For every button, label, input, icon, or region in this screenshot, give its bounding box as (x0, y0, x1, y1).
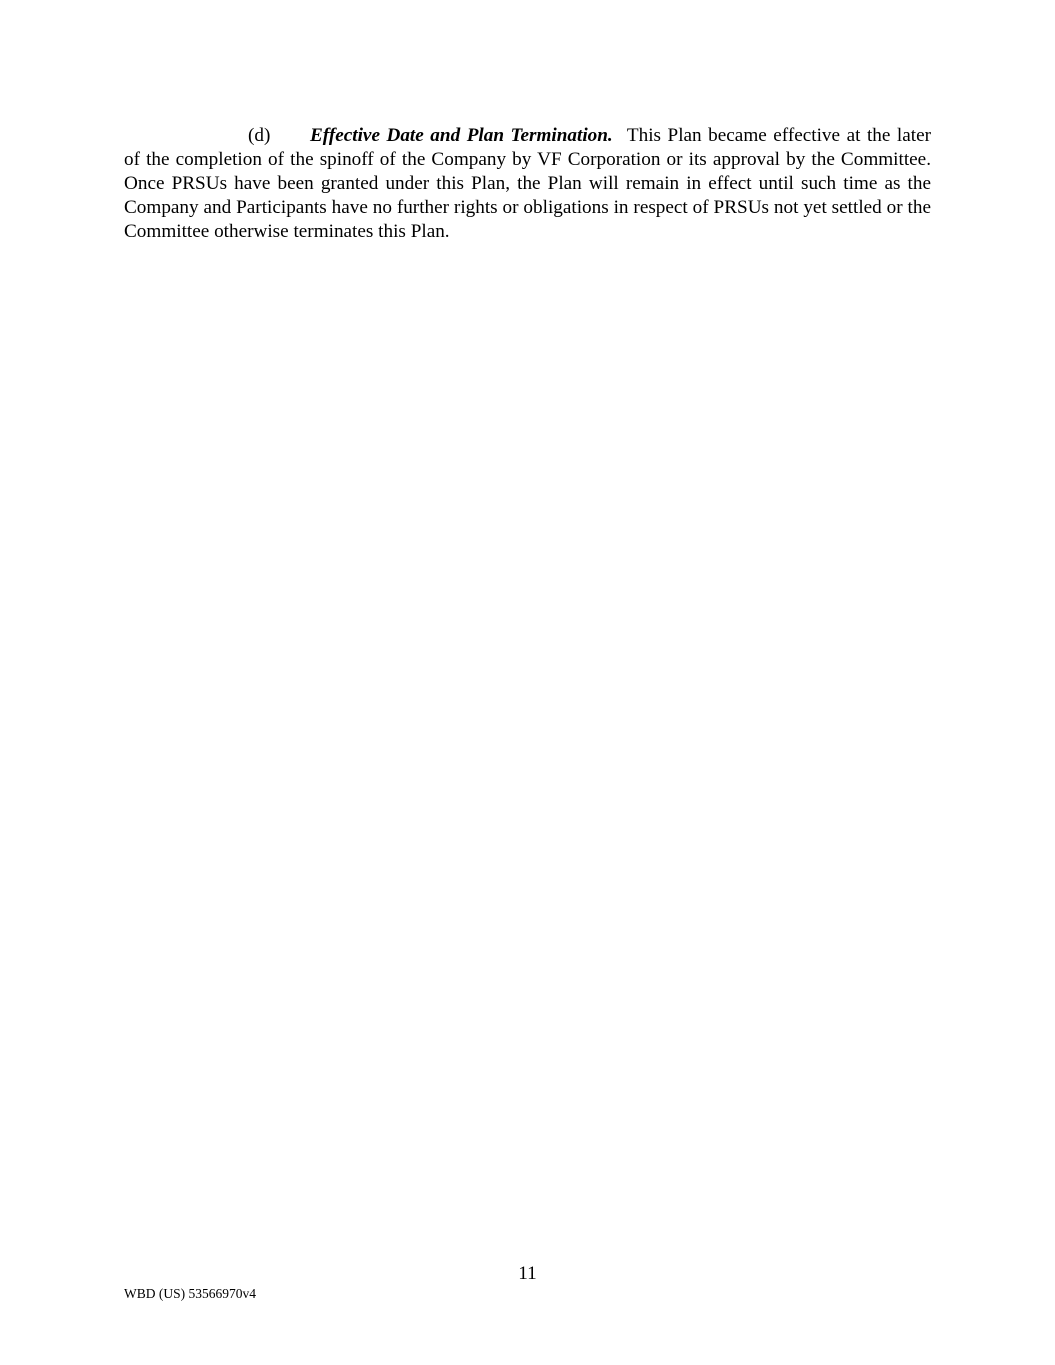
document-id: WBD (US) 53566970v4 (124, 1286, 256, 1301)
section-d-paragraph (124, 124, 931, 244)
section-marker: (d) (248, 125, 271, 146)
page-number: 11 (518, 1263, 537, 1284)
section-body: This Plan became effective at the later of the completion of the spinoff of the Company by VF Corporation or its approval by the Committee. Once PRSUs have been granted under this Plan, the Plan will remain in effect until such time as the Company and Participants have no further rights or obligations in respect of PRSUs not yet settled or the Committee otherwise terminates this Plan. (124, 125, 931, 242)
section-heading: Effective Date and Plan Termination. (310, 125, 613, 146)
